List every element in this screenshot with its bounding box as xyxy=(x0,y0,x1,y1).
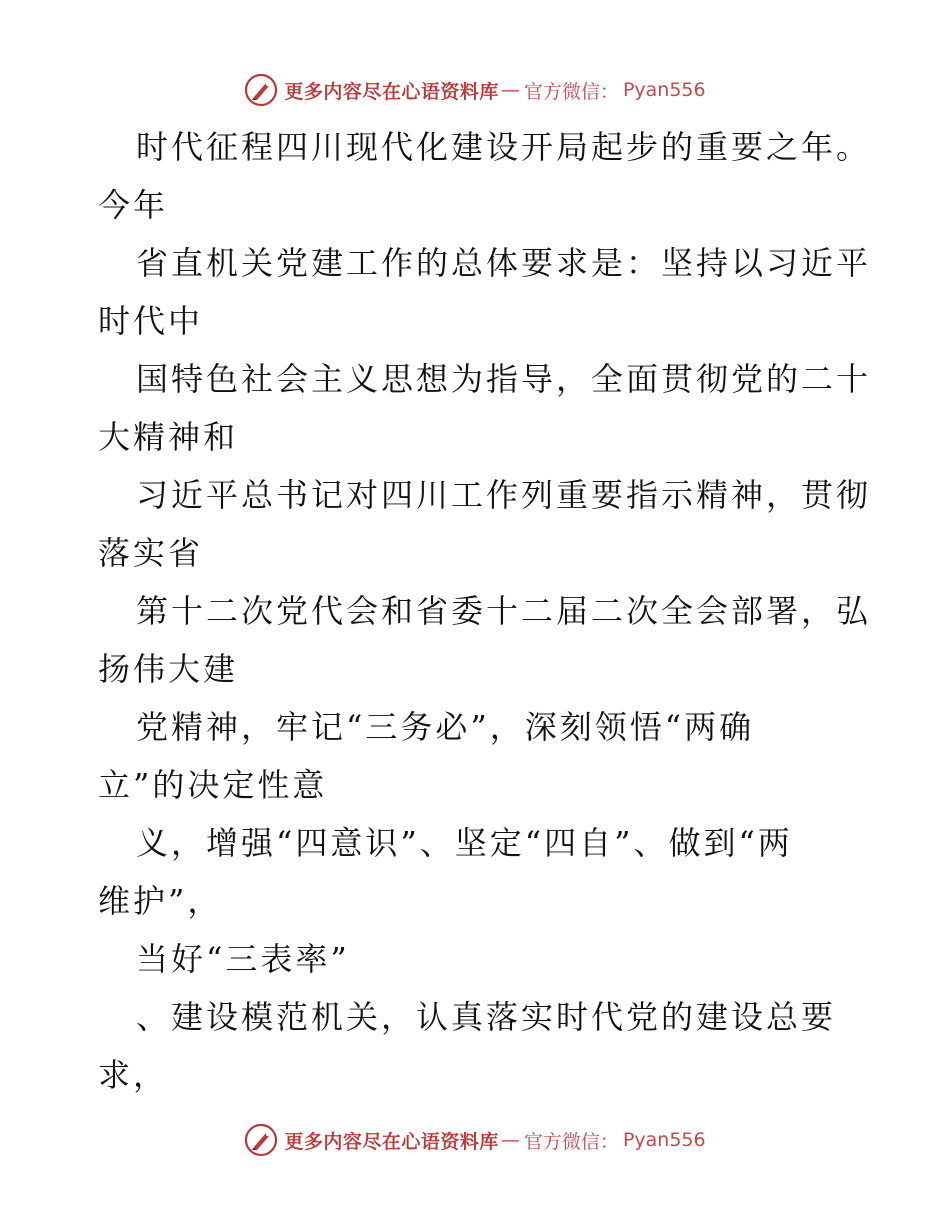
text-line: 当好“三表率” xyxy=(136,940,350,978)
text-line: 维护”， xyxy=(98,882,223,920)
footer-banner xyxy=(0,1118,950,1162)
banner-wechat-id: Pyan556 xyxy=(622,79,706,101)
banner-site-text: 更多内容尽在心语资料库 xyxy=(284,1130,499,1153)
header-banner xyxy=(0,68,950,112)
text-line: 习近平总书记对四川工作列重要指示精神，贯彻 xyxy=(136,476,872,514)
text-line: 时代征程四川现代化建设开局起步的重要之年。 xyxy=(136,128,872,166)
banner-dash: — xyxy=(500,79,520,101)
text-line: 大精神和 xyxy=(98,418,239,456)
text-line: 落实省 xyxy=(98,534,204,572)
text-line: 第十二次党代会和省委十二届二次全会部署，弘 xyxy=(136,592,872,630)
pen-logo-icon xyxy=(244,1123,278,1157)
banner-wechat-label: 官方微信： xyxy=(523,1130,619,1153)
text-line: 、建设模范机关，认真落实时代党的建设总要 xyxy=(136,998,837,1036)
banner-site-text: 更多内容尽在心语资料库 xyxy=(284,80,499,103)
text-line: 扬伟大建 xyxy=(98,650,239,688)
text-line: 时代中 xyxy=(98,302,204,340)
text-line: 党精神，牢记“三务必”，深刻领悟“两确 xyxy=(136,708,755,746)
pen-logo-icon xyxy=(244,73,278,107)
banner-wechat-label: 官方微信： xyxy=(523,80,619,103)
text-line: 义，增强“四意识”、坚定“四自”、做到“两 xyxy=(136,824,793,862)
text-line: 今年 xyxy=(98,186,169,224)
banner-wechat-id: Pyan556 xyxy=(622,1129,706,1151)
banner-dash: — xyxy=(500,1129,520,1151)
text-line: 省直机关党建工作的总体要求是：坚持以习近平 xyxy=(136,244,872,282)
text-line: 国特色社会主义思想为指导，全面贯彻党的二十 xyxy=(136,360,872,398)
text-line: 立”的决定性意 xyxy=(98,766,328,804)
text-line: 求， xyxy=(98,1056,169,1094)
